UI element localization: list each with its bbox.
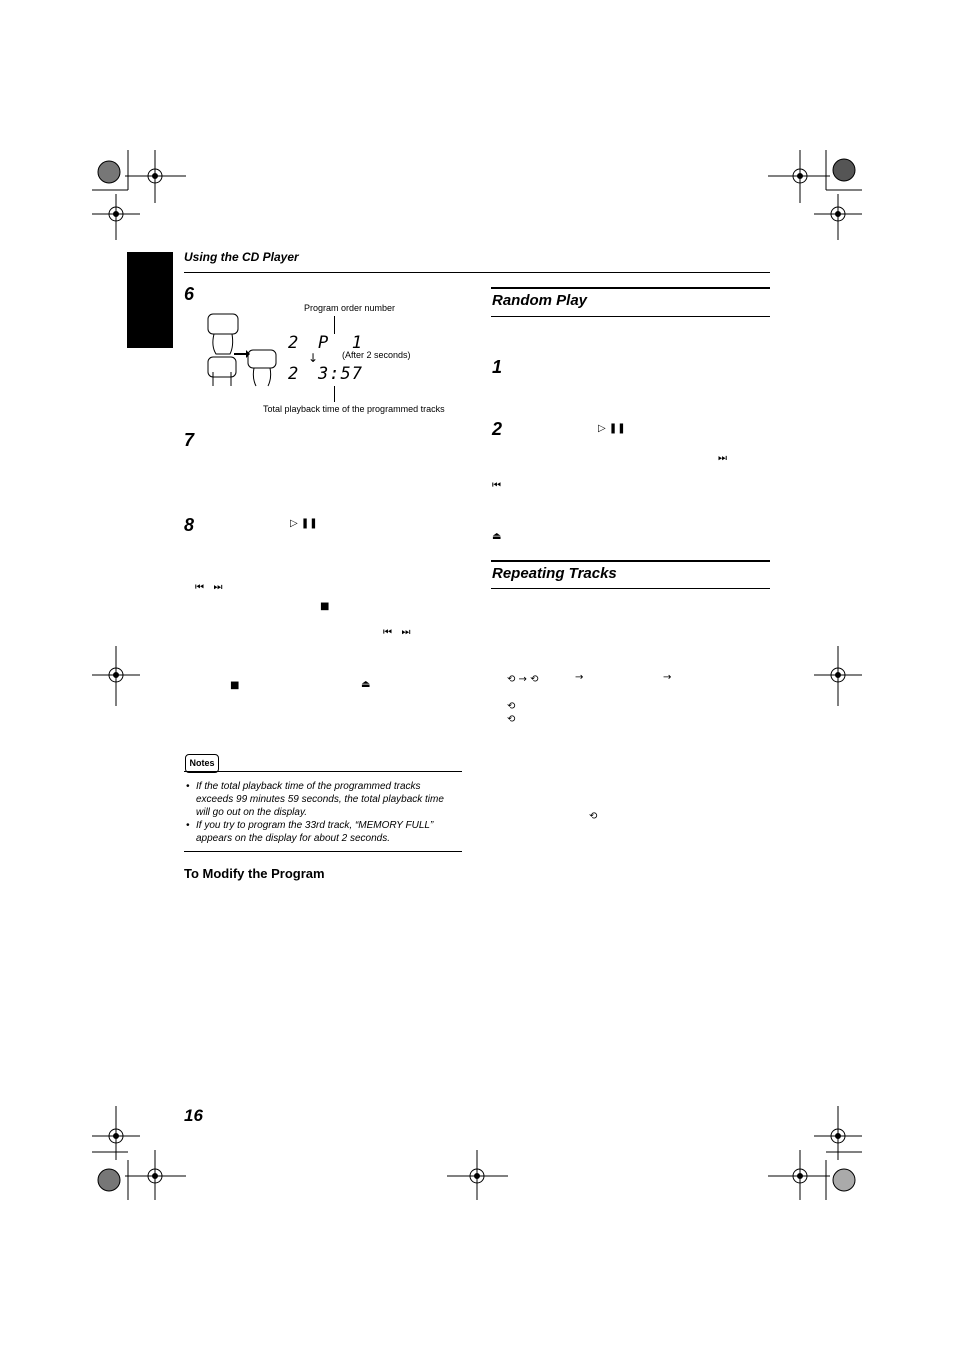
- random-play-pause-icon: ▷ ❚❚: [598, 423, 626, 434]
- page-number: 16: [184, 1106, 203, 1125]
- language-tab: [127, 252, 173, 348]
- random-bottom-rule: [491, 316, 770, 317]
- stop-icon-2: ■: [230, 680, 240, 691]
- notes-top-rule: [184, 771, 462, 772]
- stop-icon: ■: [320, 601, 330, 612]
- eject-icon: ⏏: [361, 679, 371, 690]
- repeat-all-icon: ⟲: [507, 714, 516, 725]
- random-step-2-number: 2: [492, 419, 503, 439]
- lcd-line2-number: 2: [288, 364, 300, 384]
- step-8-number: 8: [184, 515, 195, 535]
- random-prev-icon: ⏮: [492, 480, 501, 491]
- label-program-order-number: Program order number: [304, 303, 396, 313]
- repeat-bottom-rule: [491, 588, 770, 589]
- step-6-number: 6: [184, 284, 195, 304]
- header-rule: [184, 272, 770, 273]
- down-arrow-icon: ↓: [308, 351, 319, 365]
- random-eject-icon: ⏏: [492, 531, 502, 542]
- lcd-line1-number: 2: [288, 333, 300, 353]
- pointer-line-top: [334, 316, 335, 334]
- repeat-top-rule: [491, 560, 770, 562]
- random-top-rule: [491, 287, 770, 289]
- prev-next-icons: ⏮ ⏭: [195, 582, 223, 593]
- pointer-line-bottom: [334, 386, 335, 402]
- repeating-tracks-title: Repeating Tracks: [492, 565, 617, 582]
- note-item-2: • If you try to program the 33rd track, “MEMORY FULL” appears on the display for about 2 seconds.: [186, 820, 434, 844]
- prev-next-icons-2: ⏮ ⏭: [383, 627, 411, 638]
- button-press-illustration: [204, 312, 284, 388]
- repeat-arrow-2-icon: →: [663, 672, 672, 683]
- notes-bottom-rule: [184, 851, 462, 852]
- modify-program-title: To Modify the Program: [184, 866, 325, 881]
- repeat-one-icon: ⟲: [507, 701, 516, 712]
- notes-title: Notes: [189, 758, 215, 768]
- random-step-1-number: 1: [492, 357, 503, 377]
- random-play-title: Random Play: [492, 292, 588, 309]
- lcd-line2-time: 3:57: [318, 364, 363, 384]
- label-after-2-seconds: (After 2 seconds): [342, 350, 411, 360]
- step-7-number: 7: [184, 430, 195, 450]
- repeat-arrow-1-icon: →: [575, 672, 584, 683]
- repeat-sequence-icons: ⟲ → ⟲: [507, 674, 539, 685]
- play-pause-icon: ▷ ❚❚: [290, 518, 318, 529]
- label-total-playback-time: Total playback time of the programmed tracks: [263, 404, 445, 414]
- section-title: Using the CD Player: [184, 250, 299, 264]
- repeat-cancel-icon: ⟲: [589, 811, 598, 822]
- lcd-line1-program: P 1: [318, 333, 363, 353]
- note-item-1: • If the total playback time of the programmed tracks exceeds 99 minutes 59 seconds, the total playback time will go out on the display.: [186, 781, 444, 818]
- random-next-icon: ⏭: [718, 453, 727, 464]
